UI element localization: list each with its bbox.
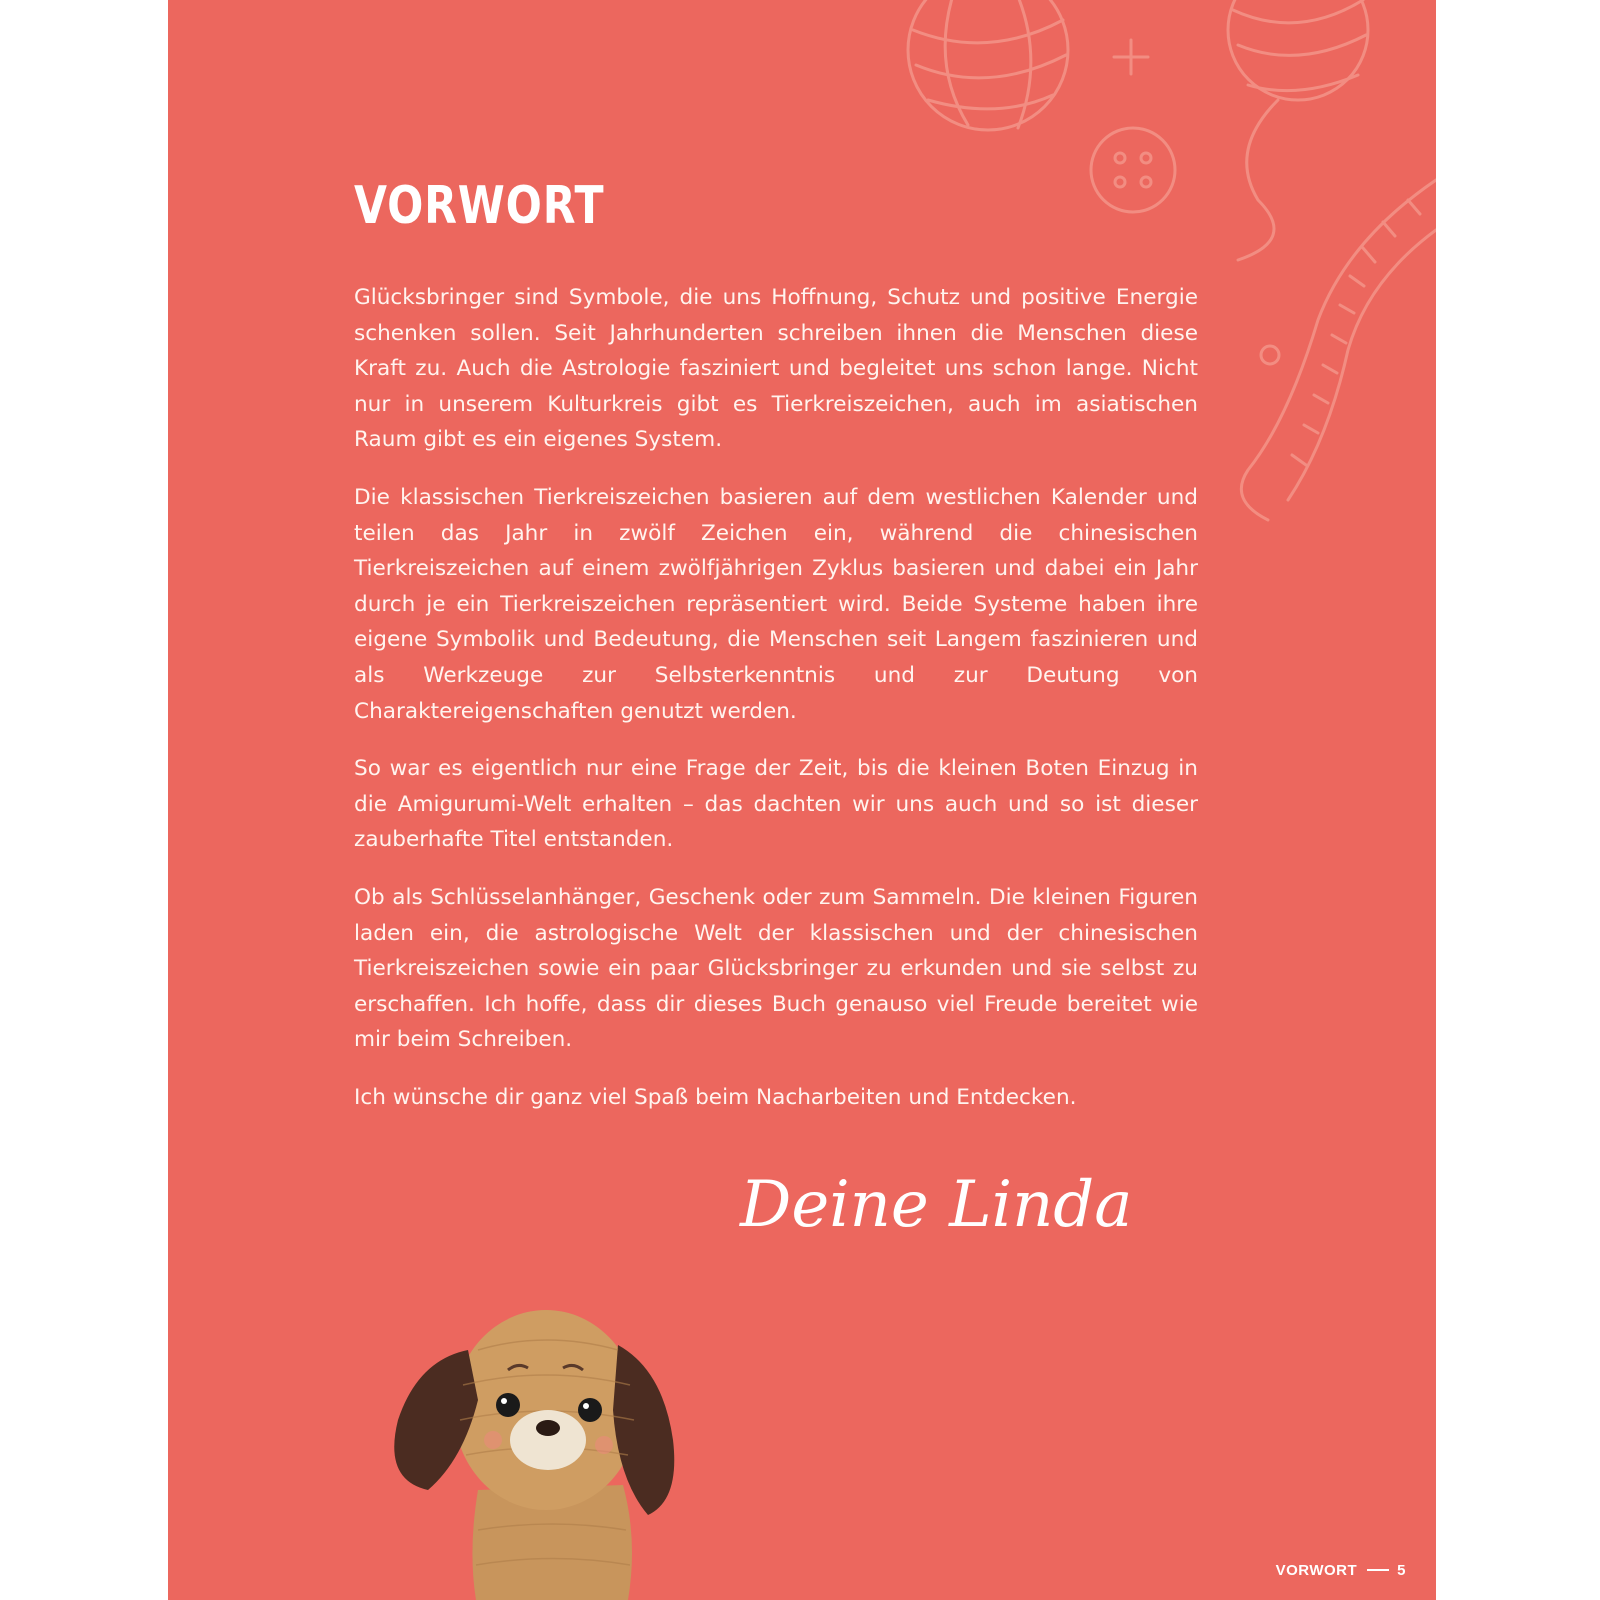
page-number: 5	[1397, 1562, 1406, 1579]
footer-divider	[1367, 1569, 1389, 1571]
paragraph: Ich wünsche dir ganz viel Spaß beim Nacharbeiten und Entdecken.	[354, 1084, 1077, 1110]
footer-section-label: VORWORT	[1275, 1562, 1358, 1579]
paragraph: Die klassischen Tierkreiszeichen basieren auf dem westlichen Kalender und teilen das Jahr in zwölf Zeichen ein, während die chinesischen Tierkreiszeichen auf einem zwölfjährigen Zyklus basieren und dabei ein Jahr durch je ein Tierkreiszeichen repräsentiert wird. Beide Systeme haben ihre eigene Symbolik und Bedeutung, die Menschen seit Langem faszinieren und als Werkzeuge zur Selbsterkenntnis und zur Deutung von Charaktereigenschaften genutzt werden.	[354, 484, 1198, 724]
paragraph: Glücksbringer sind Symbole, die uns Hoffnung, Schutz und positive Energie schenken sollen. Seit Jahrhunderten schreiben ihnen die Menschen diese Kraft zu. Auch die Astrologie fasziniert und begleitet uns schon lange. Nicht nur in unserem Kulturkreis gibt es Tierkreiszeichen, auch im asiatischen Raum gibt es ein eigenes System.	[354, 285, 1198, 453]
page-title: VORWORT	[354, 176, 605, 236]
book-page	[168, 0, 1436, 1600]
yarn-ball-icon	[908, 0, 1068, 130]
button-icon	[1091, 128, 1175, 212]
crochet-dog-figure	[368, 1290, 688, 1600]
sparkle-icon	[1114, 40, 1148, 74]
paragraph: So war es eigentlich nur eine Frage der Zeit, bis die kleinen Boten Einzug in die Amigurumi-Welt erhalten – das dachten wir uns auch und so ist dieser zauberhafte Titel entstanden.	[354, 756, 1198, 853]
signature: Deine Linda	[740, 1168, 1133, 1242]
yarn-ball-icon	[1228, 0, 1368, 260]
measuring-tape-icon	[1241, 180, 1436, 520]
paragraph: Ob als Schlüsselanhänger, Geschenk oder zum Sammeln. Die kleinen Figuren laden ein, die astrologische Welt der klassischen und der chinesischen Tierkreiszeichen sowie ein paar Glücksbringer zu erkunden und sie selbst zu erschaffen. Ich hoffe, dass dir dieses Buch genauso viel Freude bereitet wie mir beim Schreiben.	[354, 884, 1198, 1053]
page-footer	[1276, 1562, 1406, 1579]
foreword-body	[354, 280, 1198, 1137]
